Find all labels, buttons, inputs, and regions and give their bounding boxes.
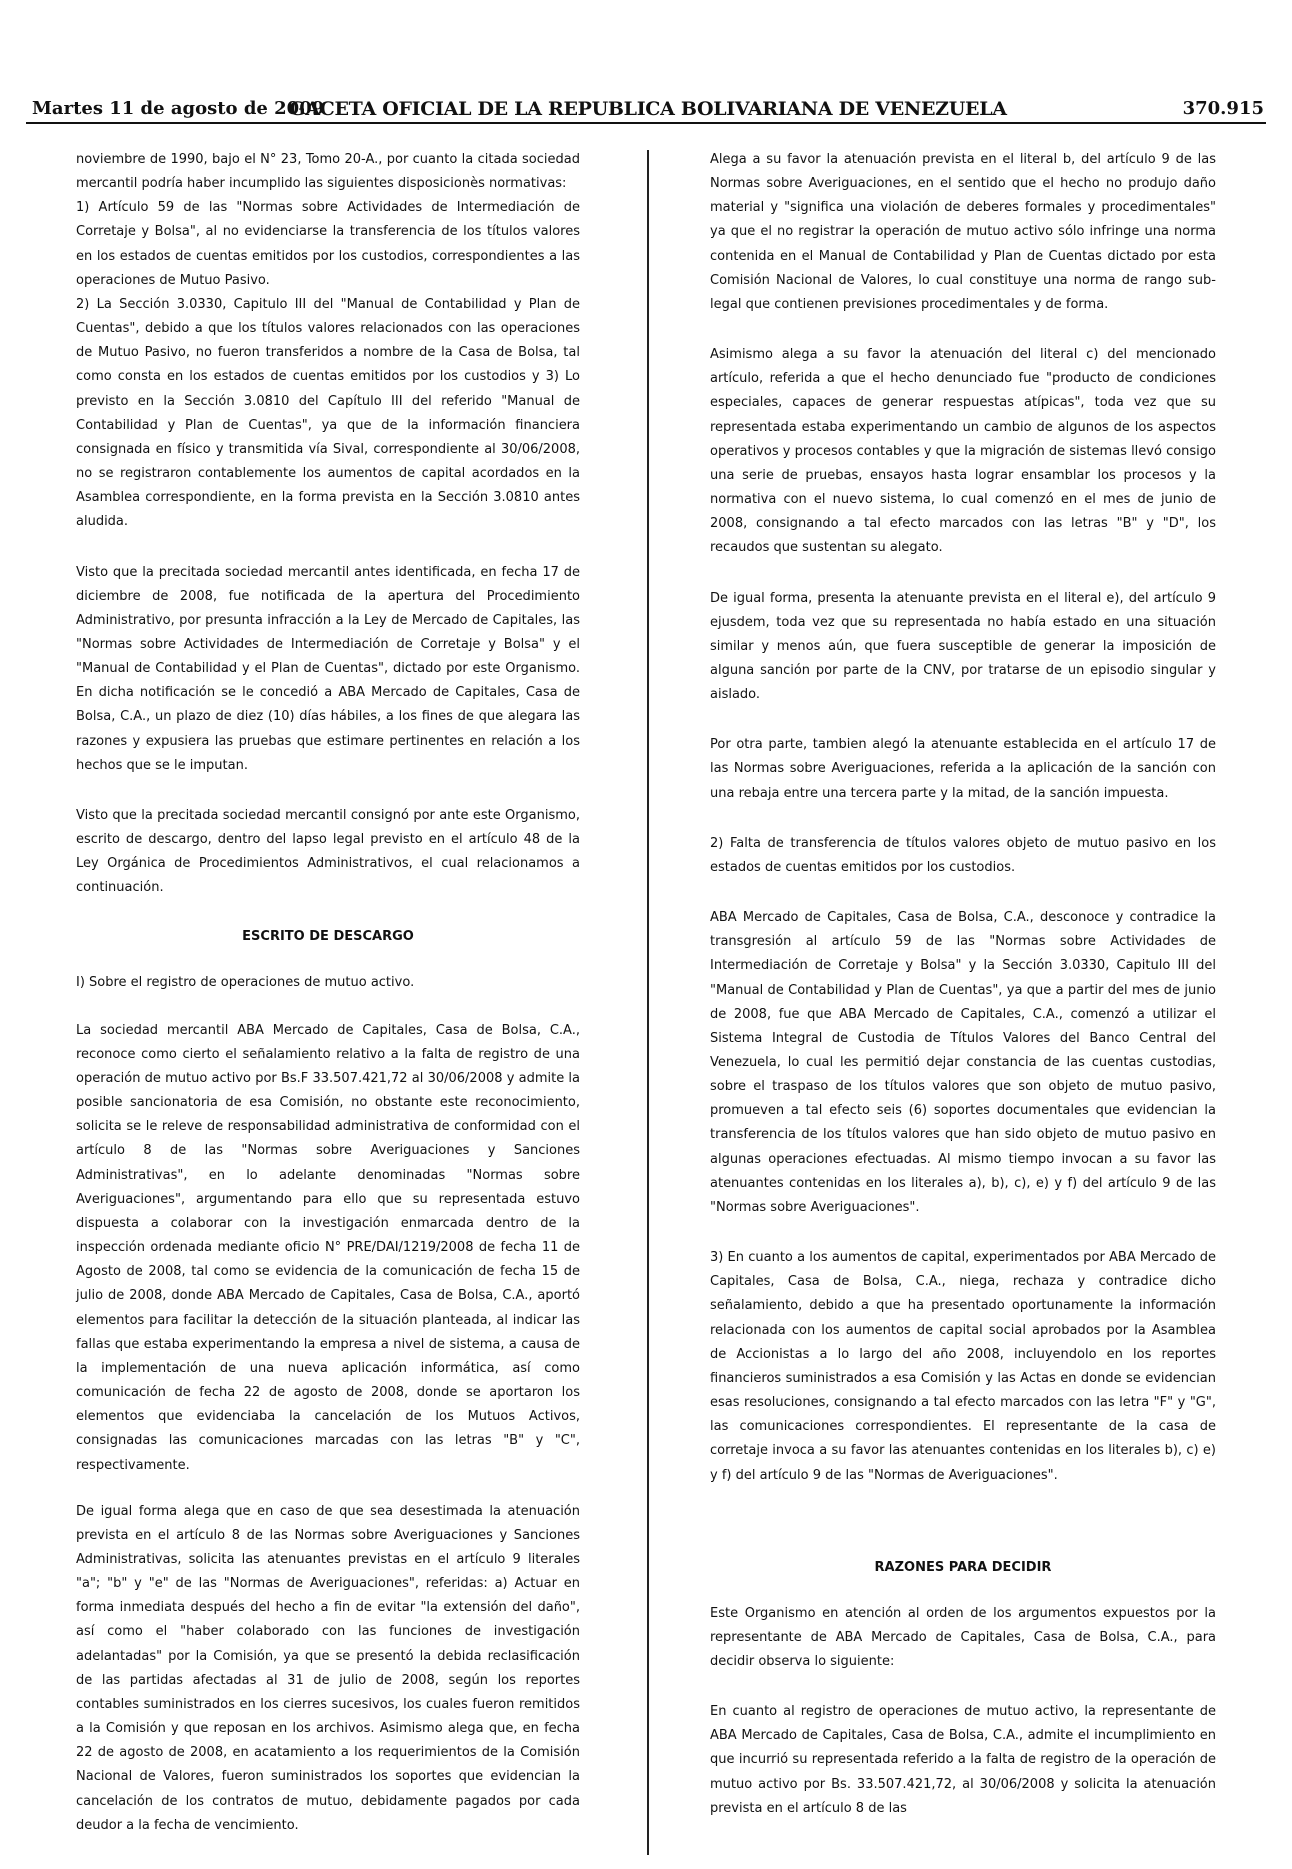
paragraph: De igual forma, presenta la atenuante prevista en el literal e), del artículo 9 ejusdem, toda vez que su representada no había estado en una situación similar y menos aún, que fuera susceptible de generar la imposición de alguna sanción por parte de la CNV, por tratarse de un episodio singular y aislado. [710,590,1216,703]
paragraph: De igual forma alega que en caso de que sea desestimada la atenuación prevista en el artículo 8 de las Normas sobre Averiguaciones y Sanciones Administrativas, solicita las atenuantes previstas en el artículo 9 literales "a"; "b" y "e" de las "Normas de Averiguaciones", referidas: a) Actuar en forma inmediata después del hecho a fin de evitar "la extensión del daño", así como el "haber colaborado con las funciones de investigación adelantadas" por la Comisión, ya que se presentó la debida reclasificación de las partidas afectadas al 31 de julio de 2008, según los reportes contables suministrados en los cierres sucesivos, los cuales fueron remitidos a la Comisión y que reposan en los archivos. Asimismo alega que, en fecha 22 de agosto de 2008, en acatamiento a los requerimientos de la Comisión Nacional de Valores, fueron suministrados los soportes que evidencian la cancelación de los contratos de mutuo, debidamente pagados por cada deudor a la fecha de vencimiento. [76,1503,580,1833]
paragraph: 2) La Sección 3.0330, Capitulo III del "Manual de Contabilidad y Plan de Cuentas", debido a que los títulos valores relacionados con las operaciones de Mutuo Pasivo, no fueron transferidos a nombre de la Casa de Bolsa, tal como consta en los estados de cuentas emitidos por los custodios y 3) Lo previsto en la Sección 3.0810 del Capítulo III del referido "Manual de Contabilidad y Plan de Cuentas", ya que de la información financiera consignada en físico y transmitida vía Sival, correspondiente al 30/06/2008, no se registraron contablemente los aumentos de capital acordados en la Asamblea correspondiente, en la forma prevista en la Sección 3.0810 antes aludida. [76,296,580,530]
paragraph: Por otra parte, tambien alegó la atenuante establecida en el artículo 17 de las Normas sobre Averiguaciones, referida a la aplicación de la sanción con una rebaja entre una tercera parte y la mitad, de la sanción impuesta. [710,737,1216,801]
paragraph: Este Organismo en atención al orden de los argumentos expuestos por la representante de ABA Mercado de Capitales, Casa de Bolsa, C.A., para decidir observa lo siguiente: [710,1605,1216,1669]
header-title: GACETA OFICIAL DE LA REPUBLICA BOLIVARIANA DE VENEZUELA [289,98,1007,120]
paragraph: Asimismo alega a su favor la atenuación del literal c) del mencionado artículo, referida a que el hecho denunciado fue "producto de condiciones especiales, capaces de generar respuestas atípicas", toda vez que su representada estaba experimentando un cambio de algunos de los aspectos operativos y procesos contables y que la migración de sistemas llevó consigo una serie de pruebas, ensayos hasta lograr ensamblar los procesos y la normativa con el nuevo sistema, lo cual comenzó en el mes de junio de 2008, consignando a tal efecto marcados con las letras "B" y "D", los recaudos que sustentan su alegato. [710,347,1216,556]
section-heading: ESCRITO DE DESCARGO [242,928,414,944]
paragraph: La sociedad mercantil ABA Mercado de Capitales, Casa de Bolsa, C.A., reconoce como cierto el señalamiento relativo a la falta de registro de una operación de mutuo activo por Bs.F 33.507.421,72 al 30/06/2008 y admite la posible sancionatoria de esa Comisión, no obstante este reconocimiento, solicita se le releve de responsabilidad administrativa de conformidad con el artículo 8 de las "Normas sobre Averiguaciones y Sanciones Administrativas", en lo adelante denominadas "Normas sobre Averiguaciones", argumentando para ello que su representada estuvo dispuesta a colaborar con la investigación enmarcada dentro de la inspección ordenada mediante oficio N° PRE/DAI/1219/2008 de fecha 11 de Agosto de 2008, tal como se evidencia de la comunicación de fecha 15 de julio de 2008, donde ABA Mercado de Capitales, Casa de Bolsa, C.A., aportó elementos para facilitar la detección de la situación planteada, al indicar las fallas que estaba experimentando la empresa a nivel de sistema, a causa de la implementación de una nueva aplicación informática, así como comunicación de fecha 22 de agosto de 2008, donde se aportaron los elementos que evidenciaba la cancelación de los Mutuos Activos, consignadas las comunicaciones marcadas con las letras "B" y "C", respectivamente. [76,1022,580,1473]
paragraph: 2) Falta de transferencia de títulos valores objeto de mutuo pasivo en los estados de cuentas emitidos por los custodios. [710,835,1216,875]
paragraph: Visto que la precitada sociedad mercantil consignó por ante este Organismo, escrito de descargo, dentro del lapso legal previsto en el artículo 48 de la Ley Orgánica de Procedimientos Administrativos, el cual relacionamos a continuación. [76,807,580,896]
paragraph: Alega a su favor la atenuación prevista en el literal b, del artículo 9 de las Normas sobre Averiguaciones, en el sentido que el hecho no produjo daño material y "significa una violación de deberes formales y procedimentales" ya que el no registrar la operación de mutuo activo sólo infringe una norma contenida en el Manual de Contabilidad y Plan de Cuentas dictado por esta Comisión Nacional de Valores, lo cual constituye una norma de rango sub-legal que contienen previsiones procedimentales y de forma. [710,152,1216,312]
paragraph: 1) Artículo 59 de las "Normas sobre Actividades de Intermediación de Corretaje y Bolsa", al no evidenciarse la transferencia de los títulos valores en los estados de cuentas emitidos por los custodios, correspondientes a las operaciones de Mutuo Pasivo. [76,200,580,288]
header-date: Martes 11 de agosto de 2009 [32,98,325,119]
left-column [76,148,580,1838]
page-header [32,98,1264,124]
paragraph: 3) En cuanto a los aumentos de capital, experimentados por ABA Mercado de Capitales, Casa de Bolsa, C.A., niega, rechaza y contradice dicho señalamiento, debido a que ha presentado oportunamente la información relacionada con los aumentos de capital social aprobados por la Asamblea de Accionistas a lo largo del año 2008, incluyendolo en los reportes financieros suministrados a esa Comisión y las Actas en donde se evidencian esas resoluciones, consignando a tal efecto marcados con las letra "F" y "G", las comunicaciones correspondientes. El representante de la casa de corretaje invoca a su favor las atenuantes contenidas en los literales b), c) e) y f) del artículo 9 de las "Normas de Averiguaciones". [710,1250,1216,1483]
paragraph: ABA Mercado de Capitales, Casa de Bolsa, C.A., desconoce y contradice la transgresión al artículo 59 de las "Normas sobre Actividades de Intermediación de Corretaje y Bolsa" y la Sección 3.0330, Capitulo III del "Manual de Contabilidad y Plan de Cuentas", ya que a partir del mes de junio de 2008, fue que ABA Mercado de Capitales, C.A., comenzó a utilizar el Sistema Integral de Custodia de Títulos Valores del Banco Central del Venezuela, lo cual les permitió dejar constancia de las cuentas custodias, sobre el traspaso de los títulos valores que son objeto de mutuo pasivo, promueven a tal efecto seis (6) soportes documentales que evidencian la transferencia de los títulos valores que han sido objeto de mutuo pasivo en algunas operaciones efectuadas. Al mismo tiempo invocan a su favor las atenuantes contenidas en los literales a), b), c), e) y f) del artículo 9 de las "Normas sobre Averiguaciones". [710,910,1216,1215]
paragraph: noviembre de 1990, bajo el N° 23, Tomo 20-A., por cuanto la citada sociedad mercantil podría haber incumplido las siguientes disposicionès normativas: [76,152,580,192]
section-heading: RAZONES PARA DECIDIR [874,1559,1052,1575]
column-divider [647,150,649,1855]
paragraph: I) Sobre el registro de operaciones de mutuo activo. [76,974,415,990]
header-page-number: 370.915 [1182,98,1264,119]
right-column [710,148,1216,1821]
paragraph: Visto que la precitada sociedad mercantil antes identificada, en fecha 17 de diciembre de 2008, fue notificada de la apertura del Procedimiento Administrativo, por presunta infracción a la Ley de Mercado de Capitales, las "Normas sobre Actividades de Intermediación de Corretaje y Bolsa" y el "Manual de Contabilidad y el Plan de Cuentas", dictado por este Organismo. En dicha notificación se le concedió a ABA Mercado de Capitales, Casa de Bolsa, C.A., un plazo de diez (10) días hábiles, a los fines de que alegara las razones y expusiera las pruebas que estimare pertinentes en relación a los hechos que se le imputan. [76,564,580,773]
paragraph: En cuanto al registro de operaciones de mutuo activo, la representante de ABA Mercado de Capitales, Casa de Bolsa, C.A., admite el incumplimiento en que incurrió su representada referido a la falta de registro de la operación de mutuo activo por Bs. 33.507.421,72, al 30/06/2008 y solicita la atenuación prevista en el artículo 8 de las [710,1704,1216,1816]
header-rule [26,122,1266,124]
